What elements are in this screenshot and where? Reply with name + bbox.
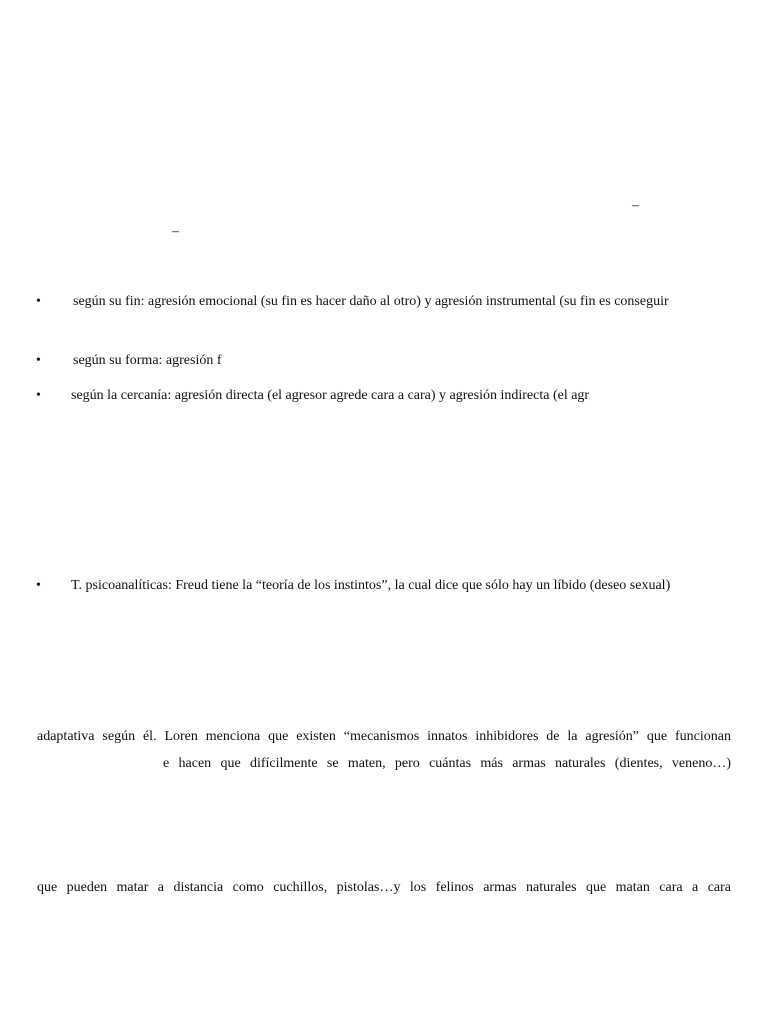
paragraph-text: e hacen que difícilmente se maten, pero cuántas más armas naturales (dientes, veneno…) [163, 756, 731, 771]
list-item-text: según su fin: agresión emocional (su fin es hacer daño al otro) y agresión instrumental (su fin es conseguir [73, 294, 669, 309]
paragraph-line [37, 729, 731, 745]
paragraph-text: que pueden matar a distancia como cuchillos, pistolas…y los felinos armas naturales que matan cara a cara [37, 880, 731, 895]
paragraph-line [163, 756, 731, 772]
dash-fragment: – [172, 224, 179, 239]
bullet-icon: • [36, 388, 41, 403]
dash-fragment: – [632, 198, 639, 213]
bullet-icon: • [36, 578, 41, 593]
bullet-icon: • [36, 353, 41, 368]
list-item-text: según su forma: agresión f [73, 353, 222, 368]
paragraph-line [37, 880, 731, 896]
list-item-text: según la cercanía: agresión directa (el agresor agrede cara a cara) y agresión indirecta (el agr [71, 388, 590, 403]
list-item-text: T. psicoanalíticas: Freud tiene la “teoría de los instintos”, la cual dice que sólo hay un líbido (deseo sexual) [71, 578, 671, 593]
bullet-icon: • [36, 294, 41, 309]
paragraph-text: adaptativa según él. Loren menciona que existen “mecanismos innatos inhibidores de la agresión” que funcionan [37, 729, 731, 744]
